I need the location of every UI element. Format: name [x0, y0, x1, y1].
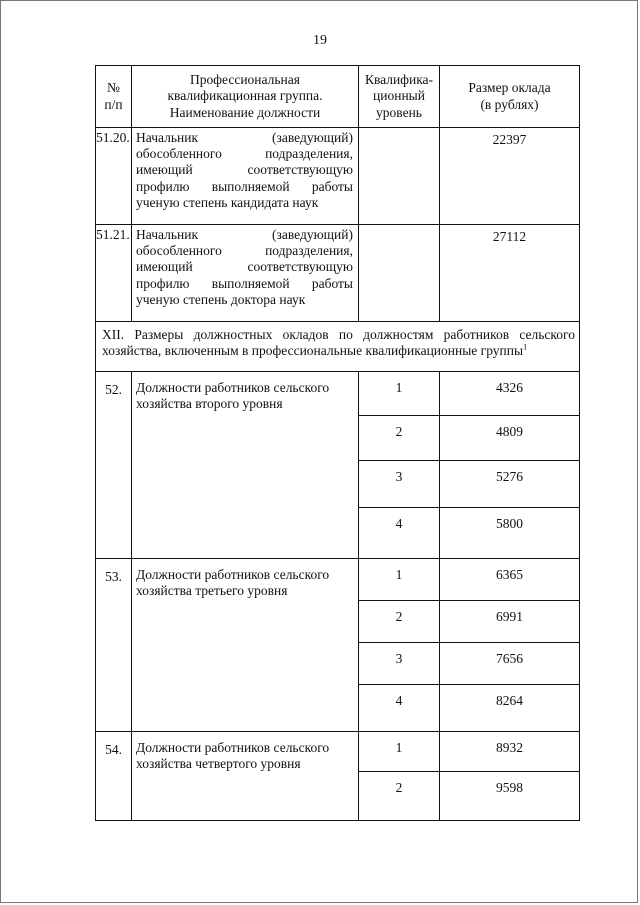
table-row — [96, 128, 580, 225]
salary-cell: 5800 — [440, 508, 580, 559]
group-name: Должности работников сельского хозяйства второго уровня — [132, 372, 359, 559]
salary-cell: 6365 — [440, 559, 580, 601]
level-cell: 4 — [359, 685, 440, 732]
row-num: 51.20. — [96, 128, 132, 225]
group-name: Должности работников сельского хозяйства третьего уровня — [132, 559, 359, 732]
header-level: Квалифика- ционный уровень — [359, 66, 440, 128]
header-group: Профессиональная квалификационная группа. Наименование должности — [132, 66, 359, 128]
table-row — [96, 559, 580, 601]
level-cell: 1 — [359, 372, 440, 416]
section-row — [96, 322, 580, 372]
table-row — [96, 732, 580, 772]
salary-cell: 8932 — [440, 732, 580, 772]
row-salary: 27112 — [440, 225, 580, 322]
table-row — [96, 225, 580, 322]
level-cell: 4 — [359, 508, 440, 559]
table-row — [96, 372, 580, 416]
section-title-text: XII. Размеры должностных окладов по должностям работников сельского хозяйства, включенным в профессиональные квалификационные группы — [102, 327, 575, 359]
level-cell: 3 — [359, 643, 440, 685]
group-num: 53. — [96, 559, 132, 732]
level-cell: 2 — [359, 416, 440, 461]
row-level — [359, 225, 440, 322]
row-name: Начальник (заведующий) обособленного подразделения, имеющий соответствующую профилю выполняемой работы ученую степень кандидата наук — [132, 128, 359, 225]
salary-cell: 7656 — [440, 643, 580, 685]
level-cell: 1 — [359, 732, 440, 772]
level-cell: 3 — [359, 461, 440, 508]
header-salary: Размер оклада (в рублях) — [440, 66, 580, 128]
table-header-row — [96, 66, 580, 128]
group-name: Должности работников сельского хозяйства четвертого уровня — [132, 732, 359, 821]
level-cell: 1 — [359, 559, 440, 601]
row-level — [359, 128, 440, 225]
salary-cell: 4326 — [440, 372, 580, 416]
row-salary: 22397 — [440, 128, 580, 225]
footnote-marker: 1 — [523, 342, 528, 352]
row-name: Начальник (заведующий) обособленного подразделения, имеющий соответствующую профилю выполняемой работы ученую степень доктора наук — [132, 225, 359, 322]
salary-cell: 8264 — [440, 685, 580, 732]
section-title — [96, 322, 580, 372]
group-num: 54. — [96, 732, 132, 821]
salary-cell: 5276 — [440, 461, 580, 508]
level-cell: 2 — [359, 601, 440, 643]
page-number: 19 — [313, 33, 327, 48]
salary-cell: 4809 — [440, 416, 580, 461]
salary-table — [95, 65, 580, 821]
header-num: № п/п — [96, 66, 132, 128]
level-cell: 2 — [359, 772, 440, 821]
group-num: 52. — [96, 372, 132, 559]
salary-cell: 6991 — [440, 601, 580, 643]
row-num: 51.21. — [96, 225, 132, 322]
salary-cell: 9598 — [440, 772, 580, 821]
